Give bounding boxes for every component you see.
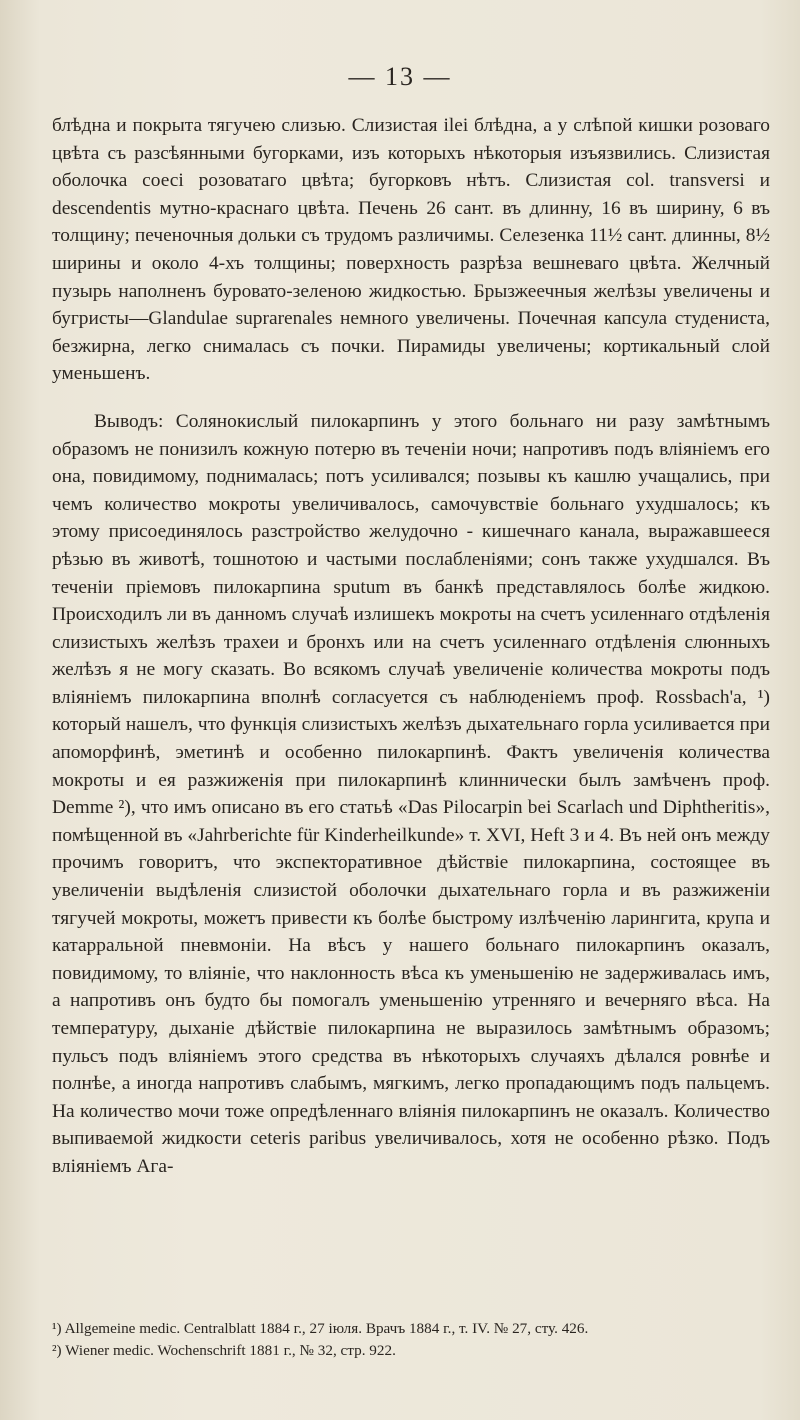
footnote-1: ¹) Allgemeine medic. Centralblatt 1884 г., 27 іюля. Врачъ 1884 г., т. IV. № 27, сту. 426. bbox=[52, 1320, 589, 1337]
paragraph-conclusion: Выводъ: Солянокислый пилокарпинъ у этого больнаго ни разу замѣтнымъ образомъ не понизилъ кожную потерю въ теченіи ночи; напротивъ подъ вліяніемъ его она, повидимому, поднималась; потъ усиливался; позывы къ кашлю учащались, при чемъ количество мокроты увеличивалось, самочувствіе больнаго ухудшалось; къ этому присоединялось разстройство желудочно - кишечнаго канала, выражавшееся рѣзью въ животѣ, тошнотою и частыми послабленіями; сонъ также ухудшался. Въ теченіи пріемовъ пилокарпина sputum въ банкѣ представлялось болѣе жидкою. Происходилъ ли въ данномъ случаѣ излишекъ мокроты на счетъ усиленнаго отдѣленія слизистыхъ желѣзъ трахеи и бронхъ или на счетъ усиленнаго отдѣленія слюнныхъ желѣзъ я не могу сказать. Во всякомъ случаѣ увеличеніе количества мокроты подъ вліяніемъ пилокарпина вполнѣ согласуется съ наблюденіемъ проф. Rossbach'а, ¹) который нашелъ, что функція слизистыхъ желѣзъ дыхательнаго горла усиливается при апоморфинѣ, эметинѣ и особенно пилокарпинѣ. Фактъ увеличенія количества мокроты и ея разжиженія при пилокарпинѣ клиннически былъ замѣченъ проф. Demme ²), что имъ описано въ его статьѣ «Das Pilocarpin bei Scarlach und Diphtheritis», помѣщенной въ «Jahrberichte für Kinderheilkunde» т. XVI, Heft 3 и 4. Въ ней онъ между прочимъ говоритъ, что экспекторативное дѣйствіе пилокарпина, состоящее въ увеличеніи выдѣленія слизистой оболочки дыхательнаго горла и въ разжиженіи тягучей мокроты, можетъ привести къ болѣе быстрому излѣченію ларингита, крупа и катарральной пневмоніи. На вѣсъ у нашего больнаго пилокарпинъ оказалъ, повидимому, то вліяніе, что наклонность вѣса къ уменьшенію не задерживалась имъ, а напротивъ онъ будто бы помогалъ уменьшенію утренняго и вечерняго вѣса. На температуру, дыханіе дѣйствіе пилокарпина не выразилось замѣтнымъ образомъ; пульсъ подъ вліяніемъ этого средства въ нѣкоторыхъ случаяхъ дѣлался ровнѣе и полнѣе, а иногда напротивъ слабымъ, мягкимъ, легко пропадающимъ подъ пальцемъ. На количество мочи тоже опредѣленнаго вліянія пилокарпинъ не оказалъ. Количество выпиваемой жидкости ceteris paribus увеличивалось, хотя не особенно рѣзко. Подъ вліяніемъ Ага- bbox=[52, 410, 770, 1177]
footnotes bbox=[52, 1318, 770, 1362]
body-text bbox=[52, 112, 770, 1181]
footnote-2: ²) Wiener medic. Wochenschrift 1881 г., № 32, стр. 922. bbox=[52, 1342, 396, 1359]
paragraph-autopsy: блѣдна и покрыта тягучею слизью. Слизистая ilei блѣдна, а у слѣпой кишки розоваго цвѣта съ разсѣянными бугорками, изъ которыхъ нѣкоторыя изъязвились. Слизистая оболочка соесі розоватаго цвѣта; бугорковъ нѣтъ. Слизистая col. transversi и descendentis мутно-краснаго цвѣта. Печень 26 сант. въ длинну, 16 въ ширину, 6 въ толщину; печеночныя дольки съ трудомъ различимы. Селезенка 11½ сант. длинны, 8½ ширины и около 4-хъ толщины; поверхность разрѣза вешневаго цвѣта. Желчный пузырь наполненъ буровато-зеленою жидкостью. Брызжеечныя желѣзы увеличены и бугристы—Glandulae suprarenales немного увеличены. Почечная капсула студениста, безжирна, легко снималась съ почки. Пирамиды увеличены; кортикальный слой уменьшенъ. bbox=[52, 115, 770, 385]
page-number: — 13 — bbox=[348, 62, 452, 91]
